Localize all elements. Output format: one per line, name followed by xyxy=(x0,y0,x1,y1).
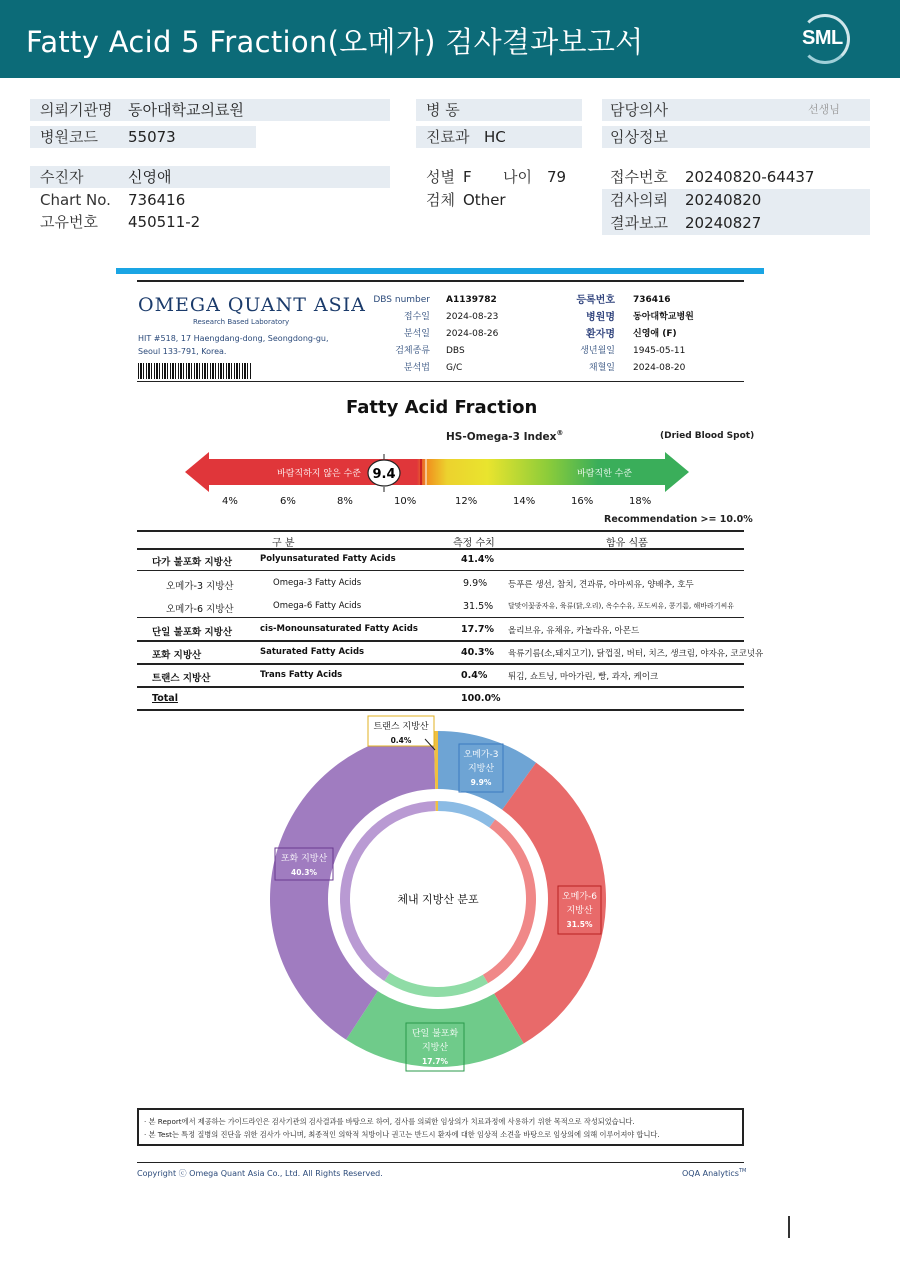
index-title-text: HS-Omega-3 Index xyxy=(446,430,557,443)
hospital-code-label: 병원코드 xyxy=(40,128,98,146)
omega3-label-text: 9.9% xyxy=(470,778,492,787)
tick-8: 8% xyxy=(337,496,353,507)
meta-key: 생년월일 xyxy=(580,346,615,356)
recommendation: Recommendation >= 10.0% xyxy=(604,514,753,525)
doctor-label: 담당의사 xyxy=(610,101,668,119)
chart-title: Fatty Acid Fraction xyxy=(346,397,538,418)
table-cell-category: 오메가-6 지방산 xyxy=(166,604,234,615)
disclaimer-line-2: · 본 Test는 특정 질병의 진단을 위한 검사가 아니며, 최종적인 의학적 처방이나 권고는 반드시 환자에 대한 임상적 소견을 바탕으로 임상의에 의해 이루어져야 합니다. xyxy=(144,1130,660,1139)
omega6-label-text: 지방산 xyxy=(566,906,593,916)
omega6-label-text: 오메가-6 xyxy=(561,892,598,902)
institution-value: 동아대학교의료원 xyxy=(128,101,244,119)
table-cell-value: 41.4% xyxy=(461,554,494,565)
oqa-address-1: HIT #518, 17 Haengdang-dong, Seongdong-gu, xyxy=(138,334,329,343)
saturated-label-text: 포화 지방산 xyxy=(280,854,328,864)
meta-value: 신영애 (F) xyxy=(633,329,677,339)
meta-value: 2024-08-23 xyxy=(446,312,499,322)
meta-rule xyxy=(137,381,744,382)
omega6-slice xyxy=(493,763,606,1044)
meta-left xyxy=(350,292,520,382)
table-cell-value: 100.0% xyxy=(461,693,501,704)
tick-14: 14% xyxy=(513,496,536,507)
meta-value: G/C xyxy=(446,363,463,373)
meta-value: 동아대학교병원 xyxy=(633,312,694,322)
meta-value: 2024-08-20 xyxy=(633,363,686,373)
tick-16: 16% xyxy=(571,496,594,507)
table-cell-value: 0.4% xyxy=(461,670,488,681)
tick-10: 10% xyxy=(394,496,417,507)
col-header-foods: 함유 식품 xyxy=(606,538,648,549)
specimen-value: Other xyxy=(463,191,506,209)
table-cell-value: 17.7% xyxy=(461,624,494,635)
receipt-no-value: 20240820-64437 xyxy=(685,168,815,186)
chart-no-row xyxy=(30,189,390,211)
table-cell-english: Omega-3 Fatty Acids xyxy=(273,578,362,588)
specimen-label: 검체 xyxy=(426,191,455,209)
sex-value: F xyxy=(463,168,472,186)
meta-right xyxy=(545,292,745,382)
report-date-value: 20240827 xyxy=(685,214,762,232)
institution-row xyxy=(30,99,390,121)
index-title xyxy=(446,429,563,443)
table-cell-foods: 튀김, 쇼트닝, 마아가린, 빵, 과자, 케이크 xyxy=(508,672,659,682)
index-title-sup: ® xyxy=(556,429,564,437)
fatty-acid-donut-chart xyxy=(258,712,618,1094)
tick-18: 18% xyxy=(629,496,652,507)
table-cell-english: Saturated Fatty Acids xyxy=(260,647,365,657)
age-value: 79 xyxy=(547,168,567,186)
meta-value: A1139782 xyxy=(446,295,497,305)
table-cell-english: Polyunsaturated Fatty Acids xyxy=(260,554,396,564)
index-value: 9.4 xyxy=(372,467,396,482)
patient-row xyxy=(30,166,390,188)
meta-key: 접수일 xyxy=(403,312,430,322)
table-header-rule xyxy=(137,548,744,550)
tick-12: 12% xyxy=(455,496,478,507)
page-marker xyxy=(788,1216,790,1238)
meta-value: 2024-08-26 xyxy=(446,329,499,339)
dates-block xyxy=(602,189,870,235)
table-cell-foods: 올리브유, 유채유, 카놀라유, 아몬드 xyxy=(508,626,640,636)
doctor-value: 선생님 xyxy=(808,103,840,116)
table-top-rule xyxy=(137,530,744,532)
oqa-brand-tm: TM xyxy=(738,1168,747,1174)
disclaimer-line-1: · 본 Report에서 제공하는 가이드라인은 검사기관의 검사결과를 바탕으로 하여, 검사를 의뢰한 임상의가 치료과정에 사용하기 위한 목적으로 작성되었습니다. xyxy=(144,1117,635,1126)
request-date-label: 검사의뢰 xyxy=(610,191,668,209)
age-label: 나이 xyxy=(503,168,532,186)
report-header xyxy=(0,0,900,78)
top-rule xyxy=(137,280,744,282)
institution-label: 의뢰기관명 xyxy=(40,101,113,119)
ward-row xyxy=(416,99,582,121)
meta-key: 환자명 xyxy=(586,329,615,340)
receipt-no-label: 접수번호 xyxy=(610,168,668,186)
table-cell-category: 단일 불포화 지방산 xyxy=(152,627,233,638)
logo-text: SML xyxy=(802,27,843,49)
mono-label-text: 단일 불포화 xyxy=(411,1029,459,1039)
receipt-no-row xyxy=(602,166,870,188)
meta-key: DBS number xyxy=(373,295,430,305)
chart-no-label: Chart No. xyxy=(40,191,111,209)
oqa-subtitle: Research Based Laboratory xyxy=(193,318,290,326)
table-cell-value: 9.9% xyxy=(463,578,488,589)
oqa-logo: OMEGA QUANT ASIA xyxy=(138,294,366,316)
table-cell-english: Trans Fatty Acids xyxy=(260,670,343,680)
gauge-bad-label: 바람직하지 않은 수준 xyxy=(277,469,361,479)
table-cell-category: Total xyxy=(152,693,178,704)
meta-key: 병원명 xyxy=(586,312,615,323)
oqa-brand-text: OQA Analytics xyxy=(682,1168,739,1178)
clinical-info-row xyxy=(602,126,870,148)
oqa-brand xyxy=(682,1168,746,1178)
trans-label-text: 0.4% xyxy=(390,736,412,745)
sex-age-row xyxy=(416,166,582,188)
table-cell-category: 트랜스 지방산 xyxy=(152,673,211,684)
gauge-good-label: 바람직한 수준 xyxy=(577,469,633,479)
patient-label: 수진자 xyxy=(40,168,84,186)
tick-4: 4% xyxy=(222,496,238,507)
meta-key: 등록번호 xyxy=(576,295,615,306)
report-title: Fatty Acid 5 Fraction(오메가) 검사결과보고서 xyxy=(26,25,644,59)
unique-no-value: 450511-2 xyxy=(128,213,201,231)
meta-key: 분석법 xyxy=(403,363,430,373)
meta-value: 736416 xyxy=(633,295,671,305)
department-row xyxy=(416,126,582,148)
meta-key: 검체종류 xyxy=(395,346,430,356)
footer-rule xyxy=(137,1162,744,1163)
ward-label: 병 동 xyxy=(426,101,460,119)
disclaimer-box xyxy=(137,1108,744,1146)
meta-value: DBS xyxy=(446,346,465,356)
donut-center-title: 체내 지방산 분포 xyxy=(397,893,479,906)
unique-no-row xyxy=(30,211,390,233)
saturated-label-text: 40.3% xyxy=(290,868,318,877)
table-cell-foods: 등푸른 생선, 참치, 견과류, 아마씨유, 양배추, 호두 xyxy=(508,580,694,590)
mono-slice-inner-ring xyxy=(384,973,488,997)
table-row-rule xyxy=(137,640,744,642)
sml-logo xyxy=(798,12,854,68)
chart-no-value: 736416 xyxy=(128,191,186,209)
table-row-rule xyxy=(137,686,744,688)
meta-key: 채혈일 xyxy=(588,363,615,373)
hospital-code-value: 55073 xyxy=(128,128,176,146)
department-value: HC xyxy=(484,128,506,146)
table-cell-foods: 육류기름(소,돼지고기), 닭껍질, 버터, 치즈, 생크림, 야자유, 코코넛유 xyxy=(508,649,764,659)
table-cell-category: 오메가-3 지방산 xyxy=(166,581,234,592)
report-date-label: 결과보고 xyxy=(610,214,668,232)
omega3-label-text: 오메가-3 xyxy=(463,750,499,760)
dbs-note: (Dried Blood Spot) xyxy=(660,431,755,441)
omega3-index-gauge xyxy=(185,450,690,494)
clinical-info-label: 임상정보 xyxy=(610,128,668,146)
table-row-rule xyxy=(137,617,744,618)
col-header-category: 구 분 xyxy=(272,538,295,549)
mono-label-text: 17.7% xyxy=(421,1057,449,1066)
specimen-row xyxy=(416,189,582,211)
table-row-rule xyxy=(137,570,744,571)
meta-key: 분석일 xyxy=(403,329,430,339)
patient-value: 신영애 xyxy=(128,168,172,186)
omega6-label-text: 31.5% xyxy=(566,920,593,929)
request-date-value: 20240820 xyxy=(685,191,762,209)
col-header-value: 측정 수치 xyxy=(453,538,495,549)
sex-label: 성별 xyxy=(426,168,455,186)
copyright: Copyright ⓒ Omega Quant Asia Co., Ltd. All Rights Reserved. xyxy=(137,1169,383,1178)
table-cell-foods: 달맞이꽃종자유, 육류(닭,오리), 옥수수유, 포도씨유, 콩기름, 해바라기씨유 xyxy=(508,602,735,610)
table-cell-value: 31.5% xyxy=(463,601,494,612)
barcode-icon xyxy=(138,363,252,379)
table-cell-english: Omega-6 Fatty Acids xyxy=(273,601,362,611)
table-cell-category: 포화 지방산 xyxy=(152,650,202,661)
table-row-rule xyxy=(137,663,744,665)
table-row-rule xyxy=(137,709,744,711)
trans-slice-inner-ring xyxy=(436,801,438,811)
tick-6: 6% xyxy=(280,496,296,507)
mono-slice xyxy=(346,989,524,1067)
saturated-slice xyxy=(270,731,435,1040)
department-label: 진료과 xyxy=(426,128,470,146)
oqa-address-2: Seoul 133-791, Korea. xyxy=(138,347,227,356)
hospital-code-row xyxy=(30,126,256,148)
section-divider xyxy=(116,268,764,274)
mono-label-text: 지방산 xyxy=(421,1043,449,1053)
table-cell-value: 40.3% xyxy=(461,647,494,658)
table-cell-category: 다가 불포화 지방산 xyxy=(152,557,233,568)
trans-label-text: 트랜스 지방산 xyxy=(373,722,429,732)
omega3-label-text: 지방산 xyxy=(467,764,495,774)
doctor-row xyxy=(602,99,870,121)
meta-value: 1945-05-11 xyxy=(633,346,686,356)
unique-no-label: 고유번호 xyxy=(40,213,98,231)
table-cell-english: cis-Monounsaturated Fatty Acids xyxy=(260,624,418,634)
